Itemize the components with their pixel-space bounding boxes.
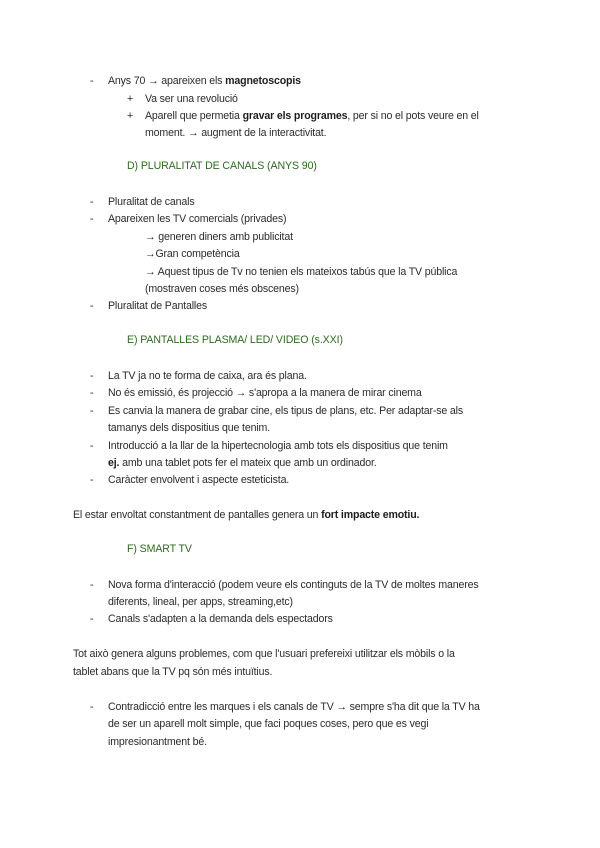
bullet-interaccio: Nova forma d'interacció (podem veure els continguts de la TV de moltes maneres <box>108 579 479 591</box>
bullet-text: amb una tablet pots fer el mateix que amb un ordinador. <box>119 457 377 469</box>
bullet-contradiccio-cont2: impresionantment bé. <box>108 736 207 748</box>
bullet-grabar-cine-cont: tamanys dels dispositius que tenim. <box>108 422 270 434</box>
arrow-line-diners: → generen diners amb publicitat <box>145 231 293 243</box>
bullet-text: Anys 70 → apareixen els <box>108 75 226 87</box>
bullet-marker: - <box>90 370 94 382</box>
bullet-tv-comercials: Apareixen les TV comercials (privades) <box>108 213 287 225</box>
bold-term: magnetoscopis <box>225 75 301 87</box>
sub-bullet-aparell-cont: moment. → augment de la interactivitat. <box>145 127 327 139</box>
bullet-projeccio: No és emissió, és projecció → s'apropa a la manera de mirar cinema <box>108 387 422 399</box>
bold-term: fort impacte emotiu. <box>321 509 420 521</box>
heading-e: E) PANTALLES PLASMA/ LED/ VIDEO (s.XXI) <box>127 334 343 346</box>
bullet-marker: - <box>90 579 94 591</box>
bullet-grabar-cine: Es canvia la manera de grabar cine, els tipus de plans, etc. Per adaptar-se als <box>108 405 464 417</box>
bullet-marker: - <box>90 196 94 208</box>
bullet-caracter: Caràcter envolvent i aspecte esteticista. <box>108 474 290 486</box>
heading-d: D) PLURALITAT DE CANALS (ANYS 90) <box>127 160 317 172</box>
sub-bullet-text: , per si no el pots veure en el <box>347 110 479 122</box>
bullet-contradiccio-cont: de ser un aparell molt simple, que faci poques coses, pero que es vegi <box>108 718 429 730</box>
bullet-contradiccio: Contradicció entre les marques i els canals de TV → sempre s'ha dit que la TV ha <box>108 701 480 713</box>
bullet-hipertecnologia-cont <box>108 456 377 470</box>
bullet-forma-caixa: La TV ja no te forma de caixa, ara és plana. <box>108 370 307 382</box>
bullet-marker: - <box>90 701 94 713</box>
bullet-marker: - <box>90 300 94 312</box>
arrow-line-tabus-cont: (mostraven coses més obscenes) <box>145 283 299 295</box>
paragraph-text: El estar envoltat constantment de pantalles genera un <box>73 509 322 521</box>
bullet-marker: - <box>90 387 94 399</box>
bullet-marker: - <box>90 474 94 486</box>
bullet-interaccio-cont: diferents, lineal, per apps, streaming,etc) <box>108 596 293 608</box>
bullet-marker: - <box>90 613 94 625</box>
paragraph-impacte <box>73 508 419 522</box>
bullet-marker: - <box>90 440 94 452</box>
bullet-marker: - <box>90 405 94 417</box>
paragraph-problemes: Tot això genera alguns problemes, com que l'usuari prefereixi utilitzar els mòbils o la <box>73 648 455 660</box>
bullet-marker: - <box>90 213 94 225</box>
paragraph-problemes-cont: tablet abans que la TV pq són més intuïtius. <box>73 666 273 678</box>
sub-bullet-marker: + <box>127 110 134 122</box>
bullet-hipertecnologia: Introducció a la llar de la hipertecnologia amb tots els dispositius que tenim <box>108 440 448 452</box>
bullet-marker: - <box>90 75 94 87</box>
bold-term: gravar els programes <box>242 110 348 122</box>
bullet-magnetoscopis <box>108 74 301 88</box>
bold-term: ej. <box>108 457 120 469</box>
bullet-pluralitat-canals: Pluralitat de canals <box>108 196 195 208</box>
bullet-canals-demanda: Canals s'adapten a la demanda dels espectadors <box>108 613 333 625</box>
heading-f: F) SMART TV <box>127 543 192 555</box>
sub-bullet-revolucio: Va ser una revolució <box>145 93 238 105</box>
arrow-line-competencia: →Gran competència <box>145 248 240 260</box>
sub-bullet-aparell <box>145 109 479 123</box>
bullet-pluralitat-pantalles: Pluralitat de Pantalles <box>108 300 208 312</box>
sub-bullet-text: Aparell que permetia <box>145 110 243 122</box>
arrow-line-tabus: → Aquest tipus de Tv no tenien els mateixos tabús que la TV pública <box>145 266 458 278</box>
sub-bullet-marker: + <box>127 93 134 105</box>
